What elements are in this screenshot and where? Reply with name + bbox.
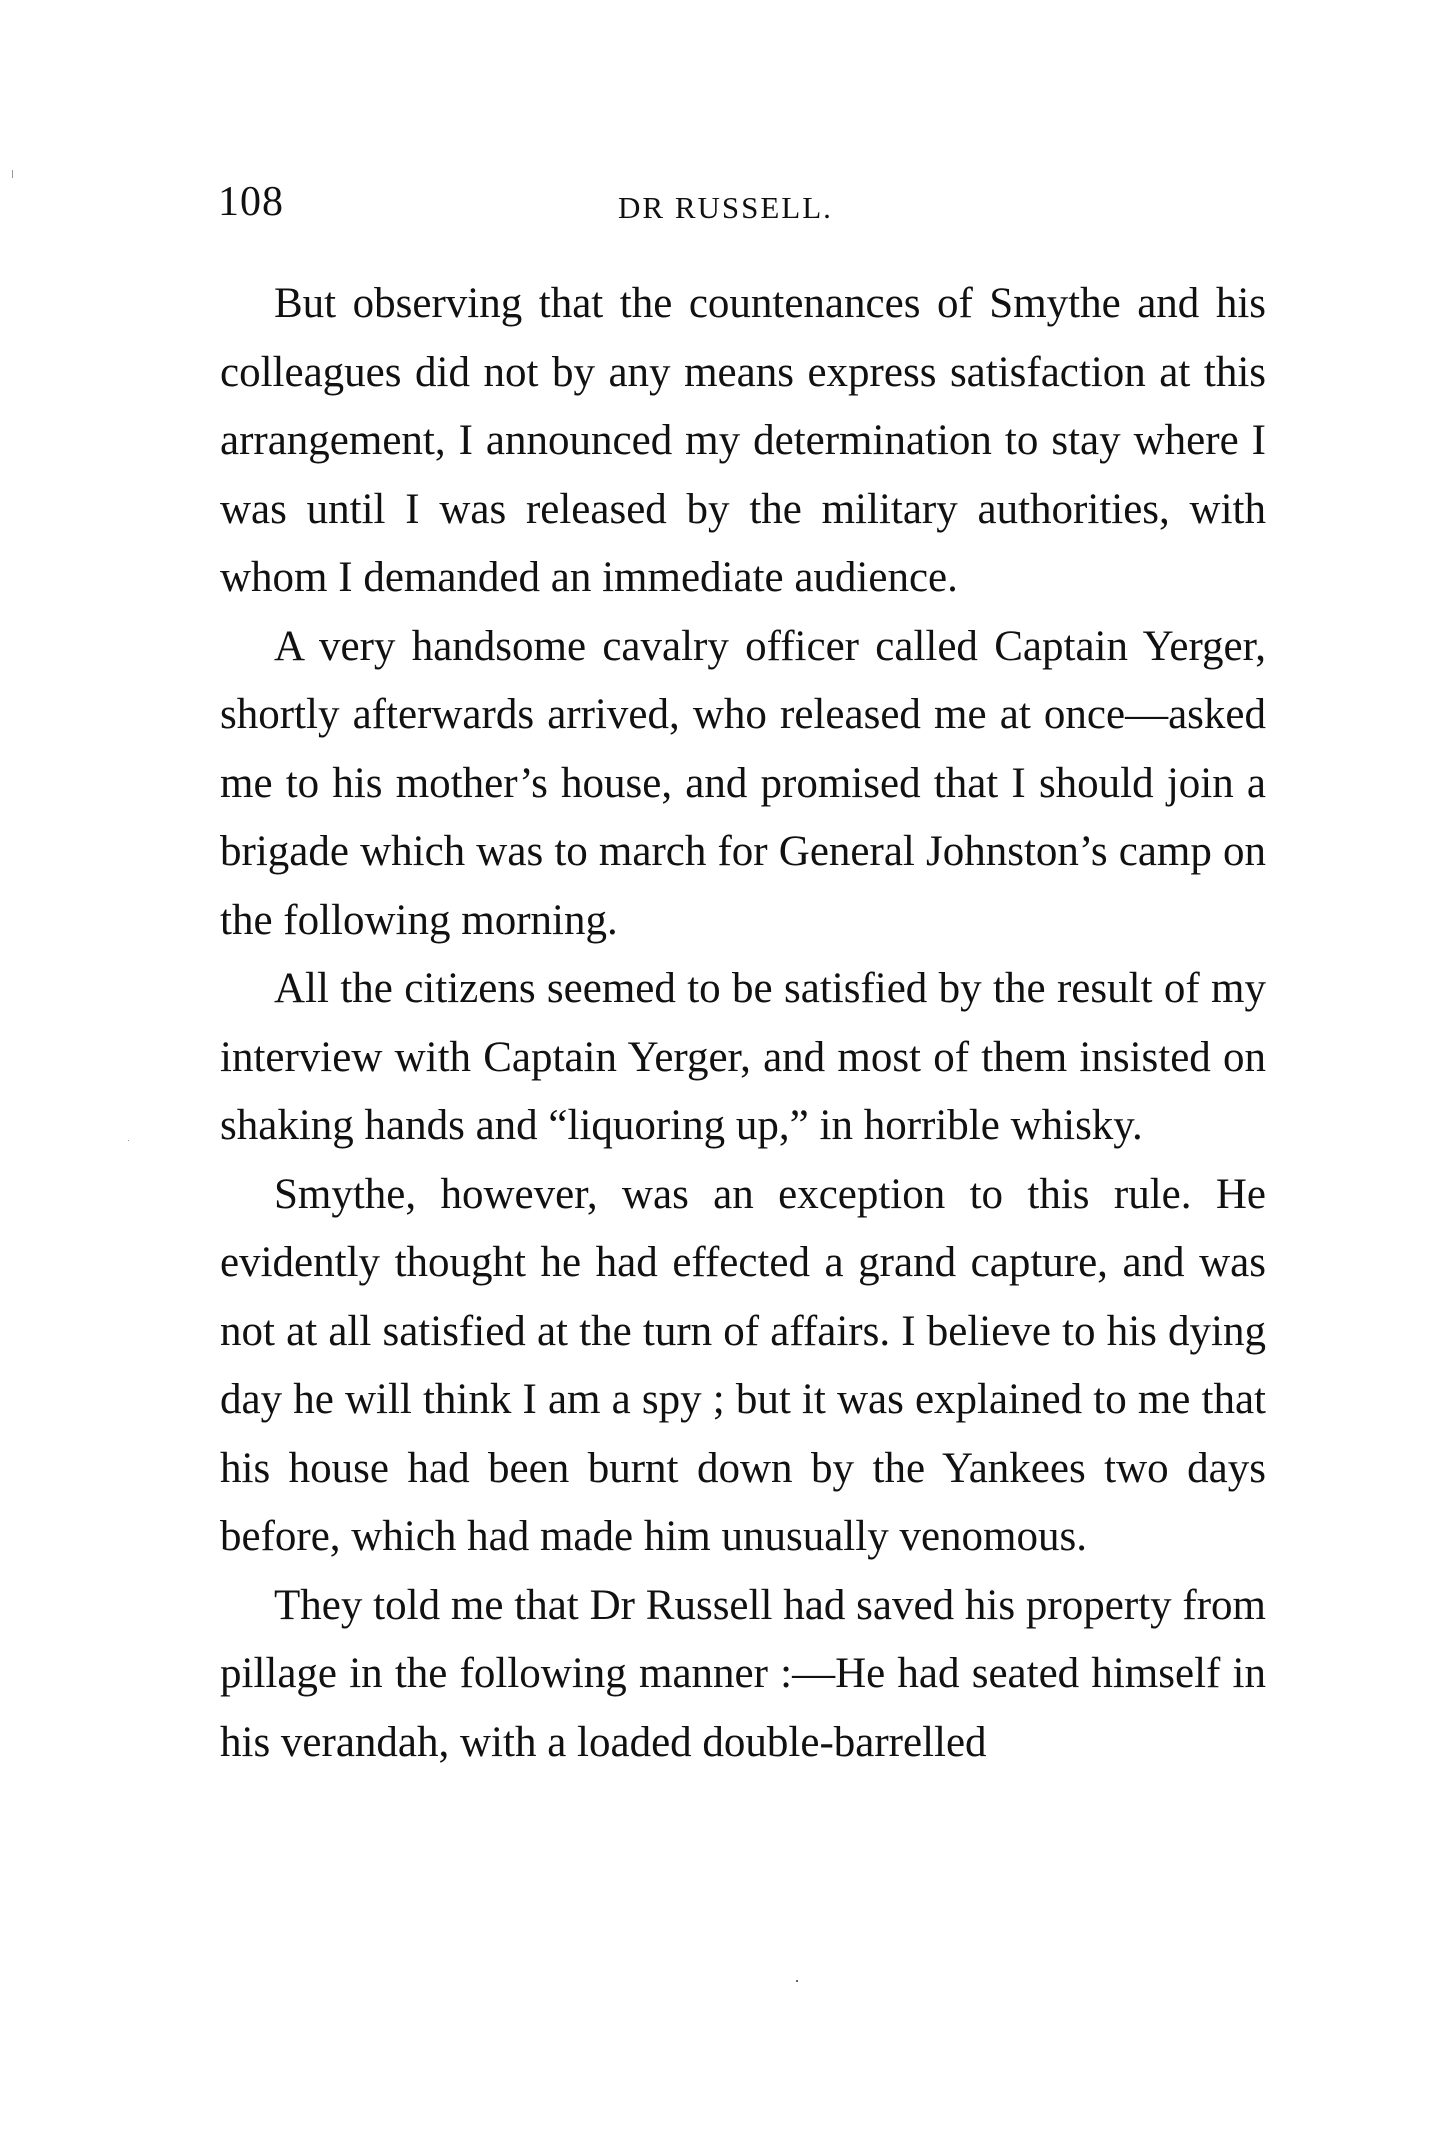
- paragraph: But observing that the countenances of Smythe and his colleagues did not by any means express satisfaction at this arrangement, I announced my determination to stay where I was until I was released by the military authorities, with whom I demanded an immediate audience.: [220, 280, 1266, 601]
- running-head: DR RUSSELL.: [618, 190, 833, 225]
- paragraph: Smythe, however, was an exception to this rule. He evidently thought he had effected a grand capture, and was not at all satisfied at the turn of affairs. I believe to his dying day he will think I am a spy ; but it was explained to me that his house had been burnt down by the Yankees two days before, which had made him unusually venomous.: [220, 1170, 1266, 1560]
- paragraph: They told me that Dr Russell had saved his property from pillage in the following manner :—He had seated himself in his verandah, with a loaded double-barrelled: [220, 1581, 1266, 1766]
- body-text: [220, 270, 1266, 1777]
- scan-speck: [12, 170, 13, 178]
- page-number: 108: [218, 179, 284, 225]
- paragraph: All the citizens seemed to be satisfied by the result of my interview with Captain Yerger, and most of them insisted on shaking hands and “liquoring up,” in horrible whisky.: [220, 965, 1266, 1149]
- scan-speck: [796, 1980, 798, 1982]
- paragraph: A very handsome cavalry officer called Captain Yerger, shortly afterwards arrived, who released me at once—asked me to his mother’s house, and promised that I should join a brigade which was to march for General Johnston’s camp on the following morning.: [220, 622, 1266, 944]
- page-header: [218, 178, 1268, 238]
- scan-speck: [128, 1140, 129, 1141]
